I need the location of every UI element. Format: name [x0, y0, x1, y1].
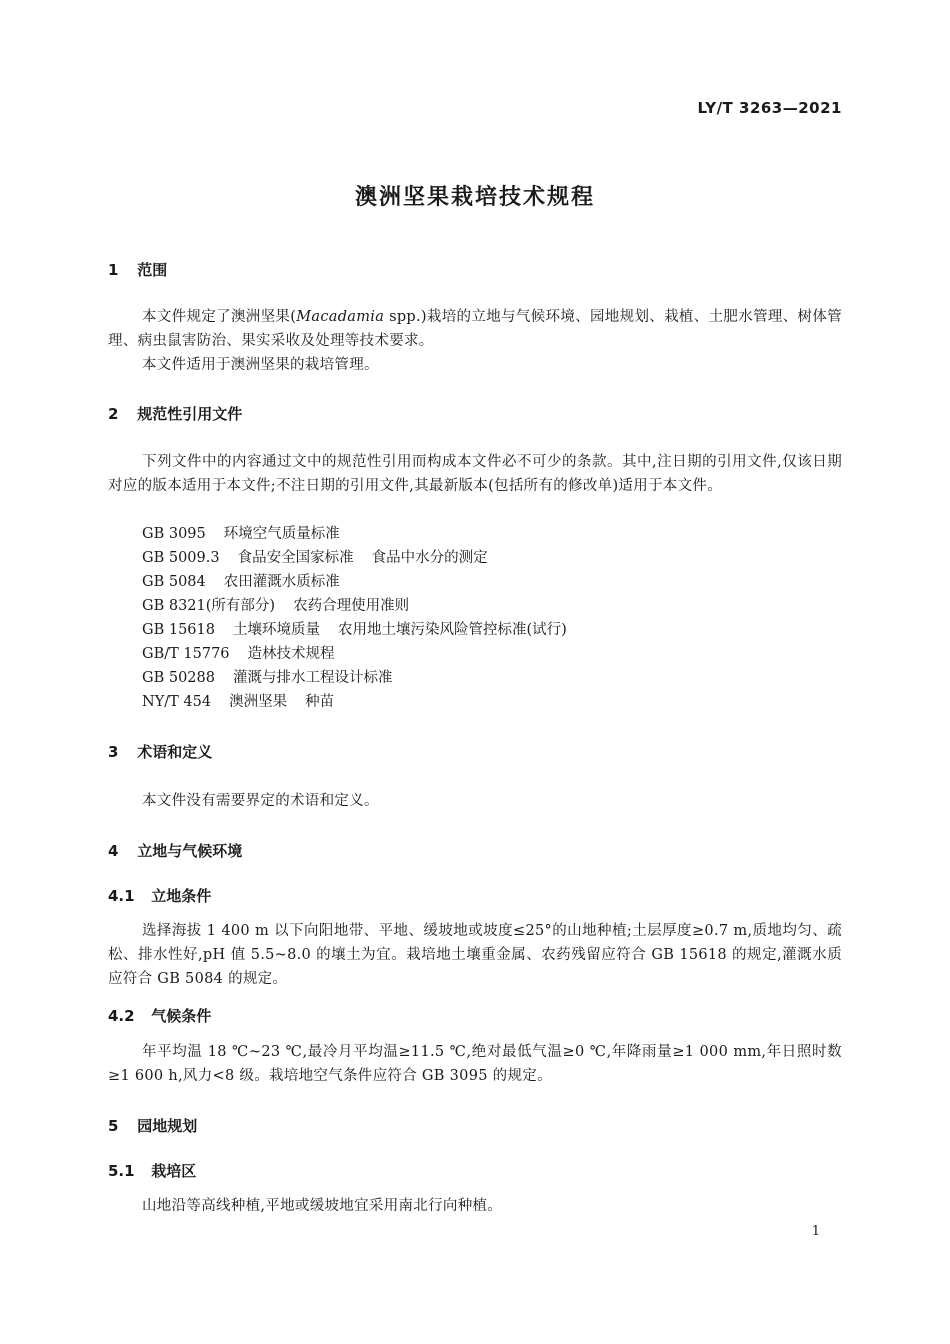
text-run: 本文件规定了澳洲坚果(	[142, 309, 297, 325]
reference-item	[142, 546, 488, 570]
standard-code: LY/T 3263—2021	[697, 99, 842, 117]
reference-code: GB 50288	[142, 670, 215, 686]
section-4-1-heading	[108, 885, 211, 906]
section-1-heading	[108, 259, 167, 280]
section-title: 立地与气候环境	[137, 842, 243, 860]
reference-item	[142, 618, 567, 642]
reference-title: 食品安全国家标准	[237, 550, 354, 566]
italic-genus: Macadamia	[296, 309, 385, 325]
reference-code: GB/T 15776	[142, 646, 230, 662]
reference-title: 澳洲坚果	[229, 694, 288, 710]
reference-item	[142, 666, 392, 690]
reference-subtitle: 种苗	[305, 694, 335, 710]
reference-item	[142, 594, 409, 618]
section-4-2-heading	[108, 1005, 211, 1026]
section-title: 规范性引用文件	[137, 405, 243, 423]
reference-item	[142, 522, 340, 546]
reference-title: 造林技术规程	[247, 646, 335, 662]
page-number: 1	[811, 1224, 820, 1239]
section-1-paragraph-2: 本文件适用于澳洲坚果的栽培管理。	[142, 357, 379, 373]
section-number: 1	[108, 261, 119, 279]
reference-title: 环境空气质量标准	[223, 526, 340, 542]
section-title: 立地条件	[151, 887, 212, 905]
section-number: 4.1	[108, 887, 135, 905]
reference-code: GB 15618	[142, 622, 215, 638]
section-number: 4	[108, 842, 119, 860]
reference-subtitle: 农用地土壤污染风险管控标准(试行)	[337, 622, 567, 638]
section-4-1-paragraph-1: 选择海拔 1 400 m 以下向阳地带、平地、缓坡地或坡度≤25°的山地种植;土层厚度≥0.7 m,质地均匀、疏松、排水性好,pH 值 5.5~8.0 的壤土为宜。栽培地土壤重金属、农药残留应符合 GB 15618 的规定,灌溉水质应符合 GB 5084 的规定。	[108, 923, 842, 987]
section-title: 园地规划	[137, 1117, 198, 1135]
section-number: 5	[108, 1117, 119, 1135]
section-4-heading	[108, 840, 242, 861]
section-number: 5.1	[108, 1162, 135, 1180]
reference-title: 农药合理使用准则	[293, 598, 410, 614]
section-title: 范围	[137, 261, 168, 279]
section-5-1-paragraph-1: 山地沿等高线种植,平地或缓坡地宜采用南北行向种植。	[142, 1198, 503, 1214]
reference-item	[142, 690, 334, 714]
section-2-heading	[108, 403, 242, 424]
text-run: spp.)栽培的立地与气候环境、园地规划、栽植、土肥水管理、树体管理、病虫鼠害防治、果实采收及处理等技术要求。	[108, 309, 843, 349]
section-1-paragraph-1	[108, 305, 842, 353]
document-title: 澳洲坚果栽培技术规程	[354, 185, 595, 210]
section-number: 4.2	[108, 1007, 135, 1025]
section-number: 2	[108, 405, 119, 423]
reference-subtitle: 食品中水分的测定	[371, 550, 488, 566]
reference-code: GB 3095	[142, 526, 206, 542]
section-title: 栽培区	[151, 1162, 197, 1180]
section-title: 术语和定义	[137, 743, 213, 761]
reference-title: 农田灌溉水质标准	[223, 574, 340, 590]
section-5-1-heading	[108, 1160, 196, 1181]
reference-title: 土壤环境质量	[232, 622, 320, 638]
reference-item	[142, 642, 335, 666]
reference-title: 灌溉与排水工程设计标准	[232, 670, 393, 686]
section-3-paragraph-1: 本文件没有需要界定的术语和定义。	[142, 793, 379, 809]
reference-code: GB 8321(所有部分)	[142, 598, 276, 614]
reference-item	[142, 570, 340, 594]
reference-code: NY/T 454	[142, 694, 212, 710]
section-4-2-paragraph-1: 年平均温 18 ℃~23 ℃,最冷月平均温≥11.5 ℃,绝对最低气温≥0 ℃,年降雨量≥1 000 mm,年日照时数≥1 600 h,风力<8 级。栽培地空气条件应符合 GB 3095 的规定。	[108, 1044, 842, 1084]
section-5-heading	[108, 1115, 197, 1136]
section-3-heading	[108, 741, 212, 762]
reference-code: GB 5084	[142, 574, 206, 590]
reference-code: GB 5009.3	[142, 550, 220, 566]
section-title: 气候条件	[151, 1007, 212, 1025]
section-2-paragraph-1: 下列文件中的内容通过文中的规范性引用而构成本文件必不可少的条款。其中,注日期的引用文件,仅该日期对应的版本适用于本文件;不注日期的引用文件,其最新版本(包括所有的修改单)适用于本文件。	[108, 454, 842, 494]
section-number: 3	[108, 743, 119, 761]
